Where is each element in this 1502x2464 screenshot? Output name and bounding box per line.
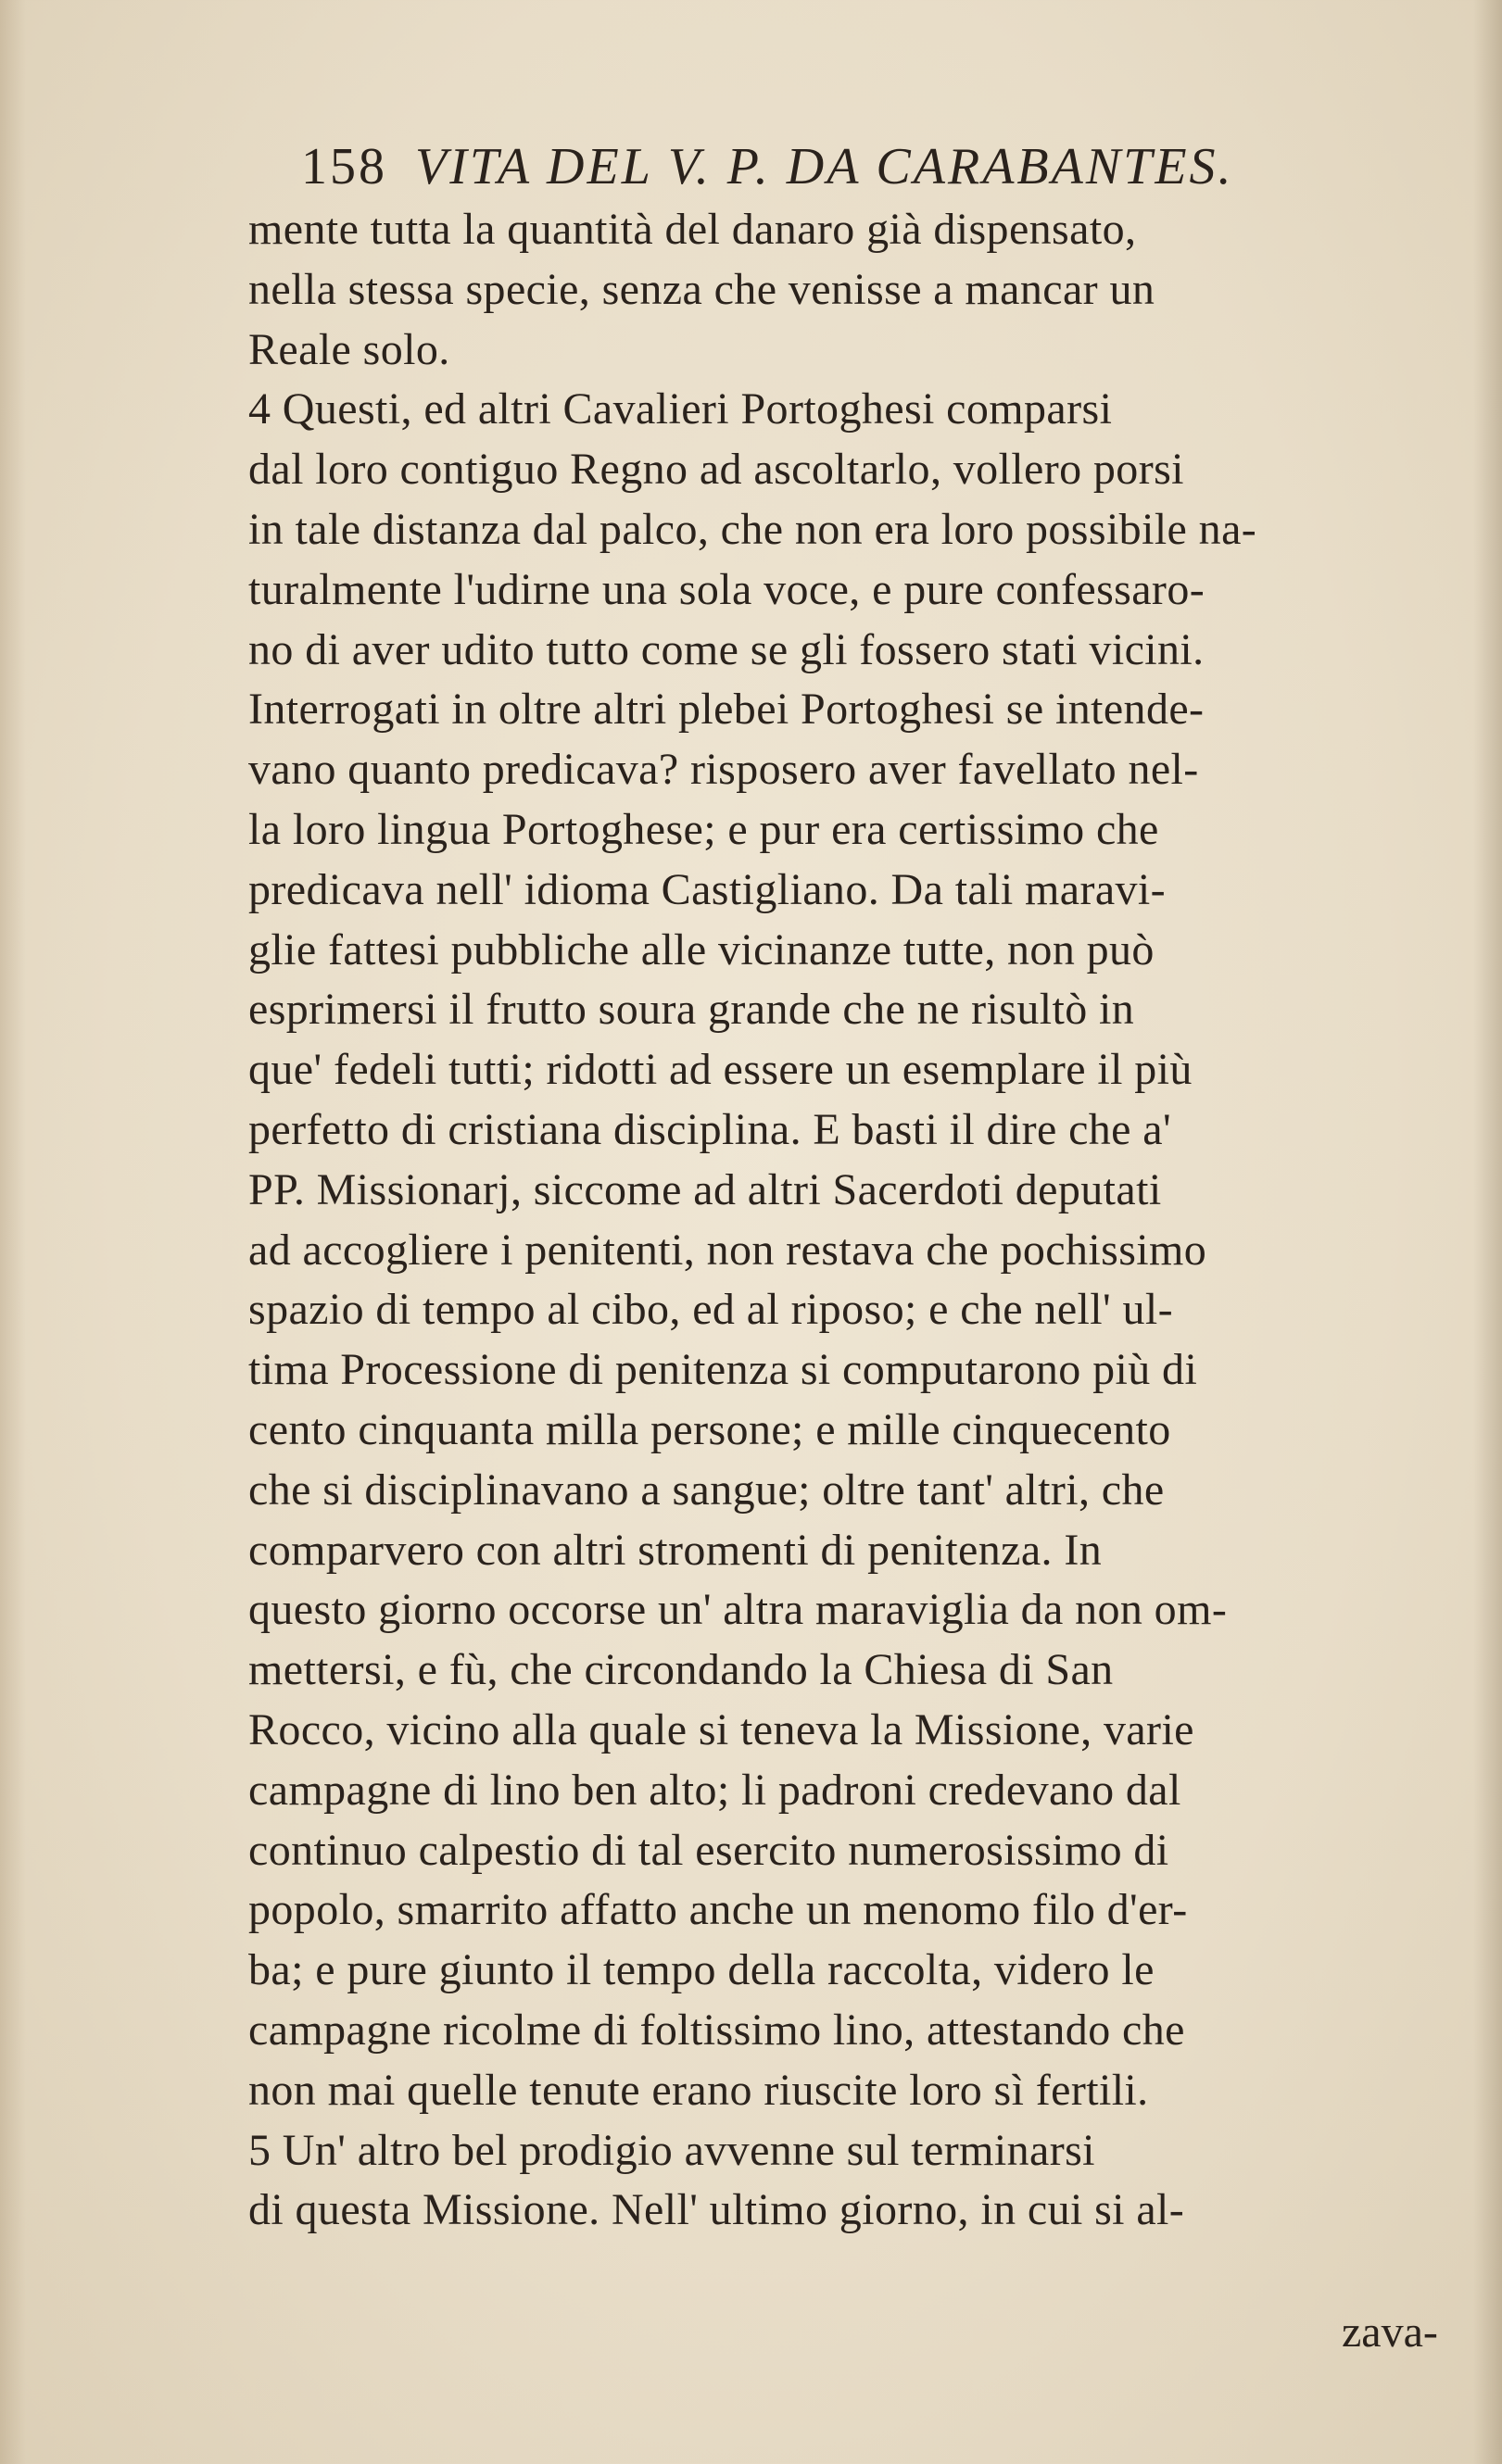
text-line: questo giorno occorse un' altra maraviglia da non om-: [248, 1585, 1228, 1635]
text-line: la loro lingua Portoghese; e pur era certissimo che: [248, 804, 1159, 854]
text-line: nella stessa specie, senza che venisse a mancar un: [248, 264, 1155, 314]
text-line: in tale distanza dal palco, che non era loro possibile na-: [248, 504, 1257, 554]
text-line: predicava nell' idioma Castigliano. Da tali maravi-: [248, 864, 1167, 914]
text-line: dal loro contiguo Regno ad ascoltarlo, vollero porsi: [248, 445, 1184, 495]
text-line: continuo calpestio di tal esercito numerosissimo di: [248, 1825, 1169, 1875]
text-line: Rocco, vicino alla quale si teneva la Missione, varie: [248, 1704, 1194, 1754]
text-line: turalmente l'udirne una sola voce, e pure confessaro-: [248, 564, 1205, 614]
text-line: 5 Un' altro bel prodigio avvenne sul terminarsi: [248, 2125, 1095, 2175]
text-line: non mai quelle tenute erano riuscite loro sì fertili.: [248, 2065, 1149, 2115]
text-line: 4 Questi, ed altri Cavalieri Portoghesi comparsi: [248, 384, 1113, 434]
text-line: spazio di tempo al cibo, ed al riposo; e che nell' ul-: [248, 1285, 1173, 1335]
text-line: che si disciplinavano a sangue; oltre tant' altri, che: [248, 1465, 1165, 1515]
page-edge-shading: [0, 0, 26, 2464]
text-line: Reale solo.: [248, 324, 450, 374]
text-line: campagne di lino ben alto; li padroni credevano dal: [248, 1765, 1181, 1815]
text-line: comparvero con altri stromenti di penitenza. In: [248, 1525, 1103, 1575]
text-line: popolo, smarrito affatto anche un menomo filo d'er-: [248, 1885, 1188, 1935]
text-line: que' fedeli tutti; ridotti ad essere un esemplare il più: [248, 1045, 1193, 1095]
text-line: campagne ricolme di foltissimo lino, attestando che: [248, 2005, 1185, 2055]
catchword: zava-: [1342, 2307, 1438, 2357]
body-text: [248, 200, 1495, 2241]
text-line: esprimersi il frutto soura grande che ne risultò in: [248, 985, 1135, 1035]
text-line: no di aver udito tutto come se gli fossero stati vicini.: [248, 624, 1205, 674]
text-line: ad accogliere i penitenti, non restava che pochissimo: [248, 1225, 1207, 1275]
text-line: di questa Missione. Nell' ultimo giorno, in cui si al-: [248, 2185, 1185, 2235]
running-head: [301, 134, 1502, 199]
text-line: mettersi, e fù, che circondando la Chiesa di San: [248, 1645, 1114, 1695]
text-line: Interrogati in oltre altri plebei Portoghesi se intende-: [248, 685, 1205, 735]
text-line: vano quanto predicava? risposero aver favellato nel-: [248, 745, 1199, 795]
text-line: PP. Missionarj, siccome ad altri Sacerdoti deputati: [248, 1164, 1162, 1214]
text-line: mente tutta la quantità del danaro già dispensato,: [248, 205, 1137, 254]
running-title: VITA DEL V. P. DA CARABANTES.: [415, 138, 1234, 195]
text-line: cento cinquanta milla persone; e mille cinquecento: [248, 1404, 1171, 1454]
text-line: tima Processione di penitenza si computarono più di: [248, 1345, 1198, 1395]
text-line: perfetto di cristiana disciplina. E basti il dire che a': [248, 1104, 1172, 1154]
text-line: ba; e pure giunto il tempo della raccolta, videro le: [248, 1945, 1155, 1995]
text-line: glie fattesi pubbliche alle vicinanze tutte, non può: [248, 924, 1155, 974]
page-number: 158: [301, 138, 387, 195]
